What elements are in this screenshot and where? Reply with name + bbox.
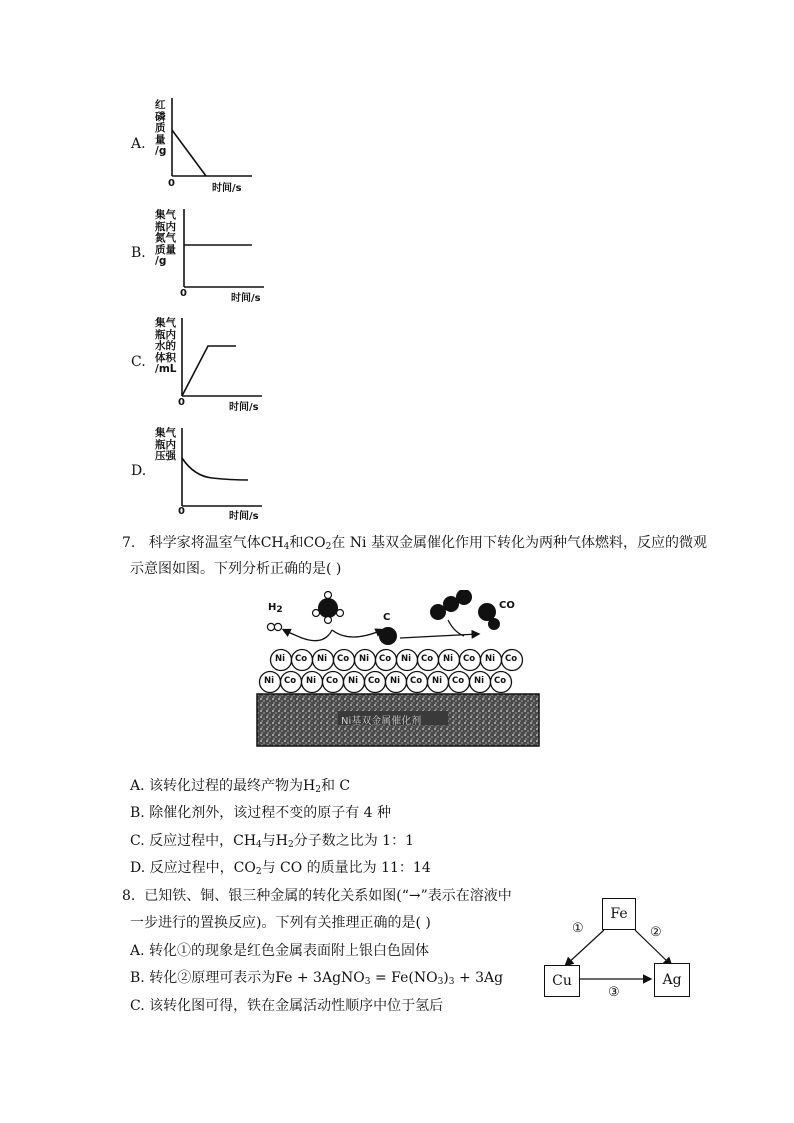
y-axis-label: 集气 瓶内 压强: [155, 427, 176, 462]
origin-label: 0: [178, 506, 185, 517]
c-label: C: [383, 612, 391, 623]
h-atom: [325, 592, 332, 599]
graph-b-plot: [180, 205, 270, 295]
x-axis-label: 时间/s: [231, 293, 261, 304]
q8-option-c[interactable]: C. 该转化图可得，铁在金属活动性顺序中位于氢后: [130, 998, 444, 1014]
fe-box: Fe: [602, 898, 636, 930]
option-letter: B.: [131, 245, 146, 261]
q7-option-c[interactable]: C. 反应过程中，$CH_4$与$H_2$分子数之比为 1：1: [130, 833, 414, 850]
q8-option-a[interactable]: A. 转化①的现象是红色金属表面附上银白色固体: [130, 943, 430, 959]
h-atom: [325, 617, 332, 624]
cu-box: Cu: [544, 965, 580, 997]
x-axis-label: 时间/s: [229, 402, 259, 413]
q7-option-d[interactable]: D. 反应过程中，$CO_2$与 CO 的质量比为 11：14: [130, 860, 431, 877]
question-7-line-1: 7. 科学家将温室气体$CH_4$和$CO_2$在 Ni 基双金属催化作用下转化为两种气体燃料，反应的微观: [122, 535, 707, 552]
question-8-line-1: 8. 已知铁、铜、银三种金属的转化关系如图(“→”表示在溶液中: [122, 888, 512, 904]
origin-label: 0: [180, 288, 187, 299]
graph-d-plot: [178, 424, 268, 514]
q7-option-a[interactable]: A. 该转化过程的最终产物为$H_2$和 C: [130, 778, 351, 795]
curve: [182, 458, 248, 480]
h-atom: [267, 623, 274, 630]
carbon-atom: [318, 598, 338, 618]
h-atom: [274, 623, 281, 630]
catalyst-label: Ni基双金属催化剂: [341, 716, 422, 727]
y-axis-label: 集气 瓶内 水的 体积 /mL: [155, 317, 177, 375]
y-axis-label: 集气 瓶内 氮气 质量 /g: [155, 209, 176, 267]
marker-1: ①: [572, 921, 584, 936]
marker-3: ③: [608, 985, 620, 1000]
option-letter: A.: [131, 136, 146, 152]
curve: [182, 346, 236, 396]
reaction-figure: [254, 590, 542, 748]
oxygen-atom: [488, 618, 500, 630]
x-axis-label: 时间/s: [212, 183, 242, 194]
metal-conversion-diagram: [540, 895, 700, 1005]
graph-a-plot: [168, 94, 258, 184]
arrow-to-co: [400, 634, 478, 638]
graph-c-plot: [178, 314, 268, 404]
h-atom: [313, 610, 320, 617]
h2-label: $H_2$: [268, 602, 283, 615]
arrow-to-c: [332, 630, 382, 637]
co-label: CO: [499, 600, 515, 611]
option-letter: C.: [131, 354, 146, 370]
origin-label: 0: [168, 178, 175, 189]
ag-box: Ag: [654, 963, 690, 997]
arrow-to-h2: [284, 630, 332, 641]
sphere-labels-bottom: Ni Co Ni Co Ni Co Ni Co Ni Co Ni Co: [264, 676, 507, 686]
option-letter: D.: [131, 463, 147, 479]
sphere-labels-top: Ni Co Ni Co Ni Co Ni Co Ni Co Ni Co: [275, 654, 518, 664]
q7-option-b[interactable]: B. 除催化剂外，该过程不变的原子有 4 种: [130, 805, 391, 821]
h-atom: [337, 610, 344, 617]
q8-option-b[interactable]: B. 转化②原理可表示为Fe + 3AgNO$_3$ = $Fe(NO_3)_3 + 3Ag$: [130, 970, 504, 987]
marker-2: ②: [650, 925, 662, 940]
question-7-line-2: 示意图如图。下列分析正确的是( ): [130, 561, 342, 577]
y-axis-label: 红 磷 质 量 /g: [155, 99, 167, 157]
curve: [172, 130, 206, 176]
question-8-line-2: 一步进行的置换反应)。下列有关推理正确的是( ): [130, 915, 431, 931]
origin-label: 0: [178, 397, 185, 408]
carbon-atom: [379, 627, 397, 645]
arrow-co2: [448, 620, 464, 636]
x-axis-label: 时间/s: [229, 511, 259, 522]
